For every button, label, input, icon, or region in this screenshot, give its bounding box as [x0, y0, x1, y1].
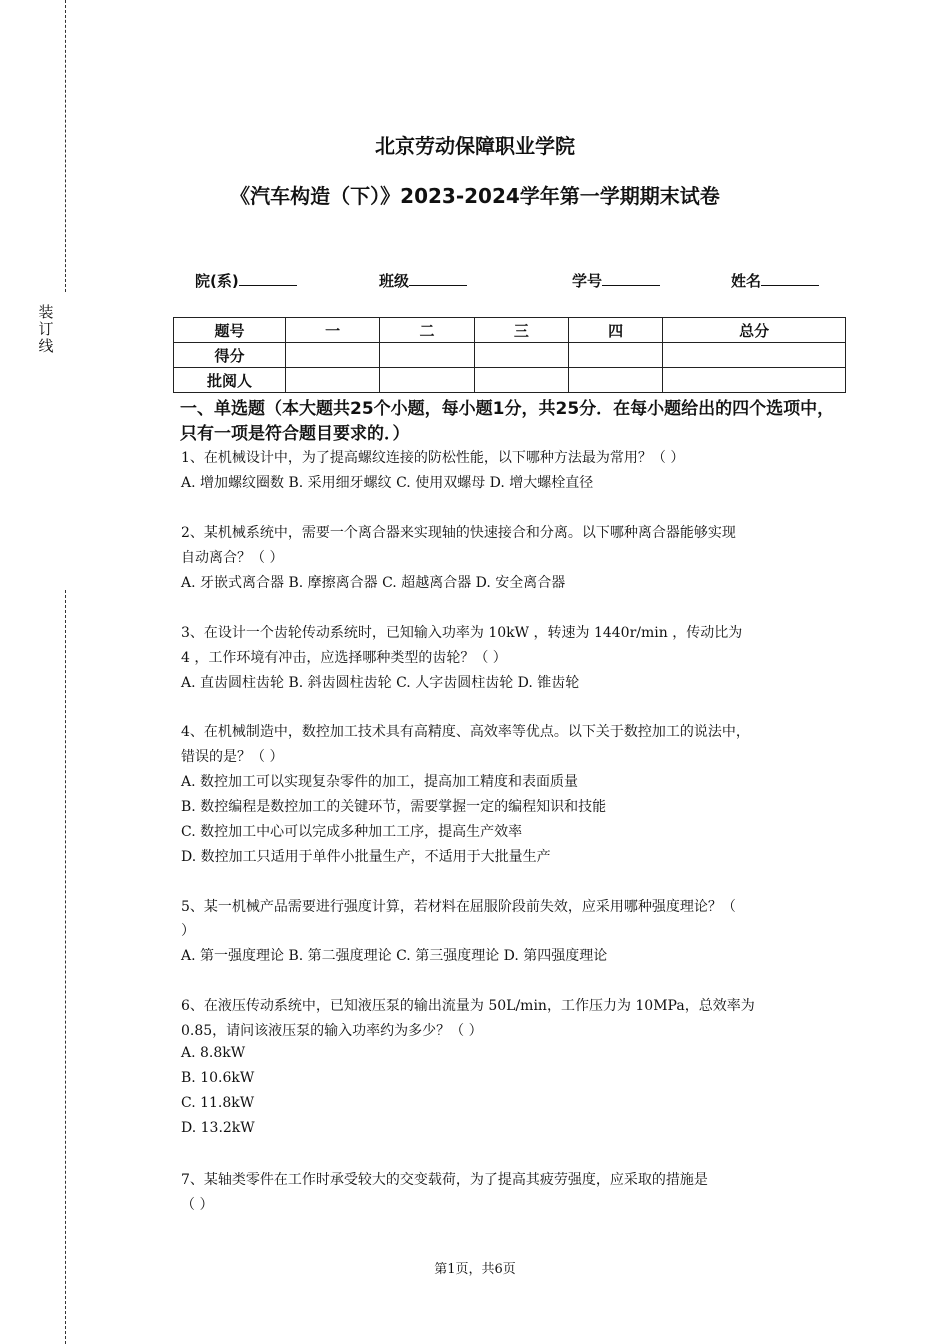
grader-cell[interactable] — [474, 368, 568, 393]
student-id-field[interactable] — [572, 270, 660, 291]
question-line: 0.85，请问该液压泵的输入功率约为多少？（ ） — [181, 1023, 483, 1039]
option-line: B. 10.6kW — [181, 1070, 255, 1086]
col-header-1: 一 — [286, 318, 380, 343]
row-header-score: 得分 — [174, 343, 286, 368]
class-field[interactable] — [379, 270, 467, 291]
score-table-row-header — [174, 318, 846, 343]
binding-label: 装订线 — [38, 303, 54, 355]
option-line: A. 数控加工可以实现复杂零件的加工，提高加工精度和表面质量 — [181, 774, 579, 790]
option-line: A. 第一强度理论 B. 第二强度理论 C. 第三强度理论 D. 第四强度理论 — [181, 948, 608, 964]
class-blank[interactable] — [409, 271, 467, 286]
question-line: 自动离合？（ ） — [181, 550, 284, 566]
option-line: C. 数控加工中心可以完成多种加工工序，提高生产效率 — [181, 824, 523, 840]
question-line: ） — [181, 923, 195, 939]
score-table-row-grader — [174, 368, 846, 393]
grader-cell[interactable] — [663, 368, 846, 393]
row-header-grader: 批阅人 — [174, 368, 286, 393]
school-title: 北京劳动保障职业学院 — [375, 134, 575, 158]
score-cell[interactable] — [286, 343, 380, 368]
option-line: D. 13.2kW — [181, 1120, 255, 1136]
section-1-heading: 一、单选题（本大题共25个小题，每小题1分，共25分．在每小题给出的四个选项中，只有一项是符合题目要求的．） — [180, 399, 835, 444]
option-line: C. 11.8kW — [181, 1095, 255, 1111]
option-line: D. 数控加工只适用于单件小批量生产，不适用于大批量生产 — [181, 849, 551, 865]
grader-cell[interactable] — [380, 368, 474, 393]
question-line: 6、在液压传动系统中，已知液压泵的输出流量为 50L/min，工作压力为 10MPa，总效率为 — [181, 998, 755, 1014]
class-label: 班级 — [379, 272, 410, 290]
row-header-question-no: 题号 — [174, 318, 286, 343]
option-line: A. 直齿圆柱齿轮 B. 斜齿圆柱齿轮 C. 人字齿圆柱齿轮 D. 锥齿轮 — [181, 675, 580, 691]
col-header-4: 四 — [568, 318, 662, 343]
option-line: A. 牙嵌式离合器 B. 摩擦离合器 C. 超越离合器 D. 安全离合器 — [181, 575, 566, 591]
option-line: A. 增加螺纹圈数 B. 采用细牙螺纹 C. 使用双螺母 D. 增大螺栓直径 — [181, 475, 594, 491]
name-blank[interactable] — [761, 271, 819, 286]
score-cell[interactable] — [568, 343, 662, 368]
grader-cell[interactable] — [286, 368, 380, 393]
score-cell[interactable] — [663, 343, 846, 368]
option-line: B. 数控编程是数控加工的关键环节，需要掌握一定的编程知识和技能 — [181, 799, 607, 815]
question-line: 7、某轴类零件在工作时承受较大的交变载荷，为了提高其疲劳强度，应采取的措施是 — [181, 1172, 708, 1188]
question-line: 4 ，工作环境有冲击，应选择哪种类型的齿轮？（ ） — [181, 650, 507, 666]
department-field[interactable] — [195, 270, 297, 291]
student-id-blank[interactable] — [602, 271, 660, 286]
score-cell[interactable] — [474, 343, 568, 368]
question-line: 4、在机械制造中，数控加工技术具有高精度、高效率等优点。以下关于数控加工的说法中， — [181, 724, 750, 740]
question-line: （ ） — [181, 1197, 214, 1213]
question-line: 5、某一机械产品需要进行强度计算，若材料在屈服阶段前失效，应采用哪种强度理论？（ — [181, 899, 736, 915]
question-line: 错误的是？（ ） — [181, 749, 284, 765]
department-blank[interactable] — [239, 271, 297, 286]
grader-cell[interactable] — [568, 368, 662, 393]
col-header-2: 二 — [380, 318, 474, 343]
score-table — [173, 317, 846, 393]
col-header-3: 三 — [474, 318, 568, 343]
name-label: 姓名 — [731, 272, 762, 290]
option-line: A. 8.8kW — [181, 1045, 246, 1061]
page-number: 第1页，共6页 — [434, 1262, 516, 1277]
student-id-label: 学号 — [572, 272, 603, 290]
question-line: 1、在机械设计中，为了提高螺纹连接的防松性能，以下哪种方法最为常用？（ ） — [181, 450, 685, 466]
col-header-total: 总分 — [663, 318, 846, 343]
department-label: 院(系) — [195, 272, 239, 290]
score-table-row-score — [174, 343, 846, 368]
question-line: 2、某机械系统中，需要一个离合器来实现轴的快速接合和分离。以下哪种离合器能够实现 — [181, 525, 736, 541]
binding-dashed-line-bottom — [65, 590, 66, 1344]
question-line: 3、在设计一个齿轮传动系统时，已知输入功率为 10kW ，转速为 1440r/min ，传动比为 — [181, 625, 743, 641]
name-field[interactable] — [731, 270, 819, 291]
score-cell[interactable] — [380, 343, 474, 368]
exam-title: 《汽车构造（下）》2023-2024学年第一学期期末试卷 — [230, 184, 720, 208]
